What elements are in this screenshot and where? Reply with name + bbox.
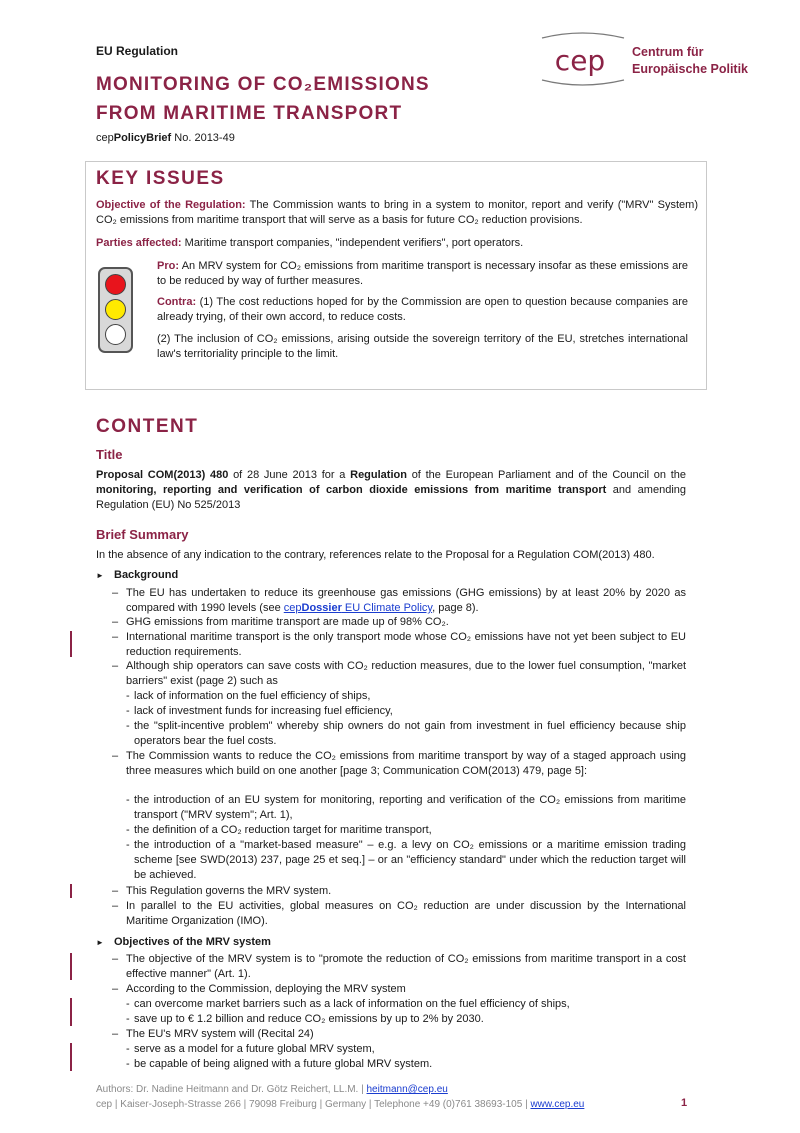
objective-label: Objective of the Regulation: [96, 199, 246, 211]
obj-item3-text: The EU's MRV system will (Recital 24) [126, 1028, 314, 1040]
obj-item3-sub1: serve as a model for a future global MRV system, [134, 1043, 375, 1055]
parties-text: Maritime transport companies, "independent verifiers", port operators. [184, 237, 524, 249]
bg-item1-text: The EU has undertaken to reduce its greenhouse gas emissions (GHG emissions) by at least 20% by 2020 as compared with 1990 levels (see [126, 587, 686, 614]
change-bar [70, 631, 72, 657]
pro-label: Pro: [157, 260, 179, 272]
logo-mark-text: cep [554, 44, 606, 77]
background-heading-text: Background [114, 569, 179, 581]
logo-text [632, 44, 748, 78]
yellow-light-icon [105, 299, 126, 320]
objective-text: The Commission wants to bring in a system to monitor, report and verify ("MRV" System) CO₂ emissions from maritime transport that will serve as a basis for future CO₂ reduction provisions. [96, 199, 698, 226]
bg-item4-sub1: lack of information on the fuel efficiency of ships, [134, 690, 371, 702]
bg-item5-sub2: the definition of a CO₂ reduction target for maritime transport, [134, 824, 432, 836]
bg-item5-text: The Commission wants to reduce the CO₂ emissions from maritime transport by way of a staged approach using three measures which build on one another [page 3; Communication COM(2013) 479, page 5]: [126, 750, 686, 777]
list-item: – The EU has undertaken to reduce its greenhouse gas emissions (GHG emissions) by at least 20% by 2020 as compared with 1990 levels (see cepDossier EU Climate Policy, page 8). [112, 587, 686, 614]
footer-address [96, 1099, 584, 1110]
sub-item: - save up to € 1.2 billion and reduce CO₂ emissions by up to 2% by 2030. [126, 1012, 686, 1027]
list-item: – International maritime transport is the only transport mode whose CO₂ emissions have not yet been subject to EU reduction requirements. [112, 631, 686, 658]
bg-item4-text: Although ship operators can save costs with CO₂ reduction measures, due to the lower fuel consumption, "market barriers" exist (page 2) such as [126, 660, 686, 687]
link-bold: Dossier [301, 602, 342, 614]
sub-item: - the "split-incentive problem" whereby ship owners do not gain from investment in fuel efficiency because ship operators bear the fuel costs. [126, 720, 686, 747]
bg-item4-sub2: lack of investment funds for increasing fuel efficiency, [134, 705, 393, 717]
obj-item2-text: According to the Commission, deploying the MRV system [126, 983, 406, 995]
sub-item: - can overcome market barriers such as a lack of information on the fuel efficiency of ships, [126, 997, 686, 1012]
category-label: EU Regulation [96, 44, 179, 58]
obj-item2-sub1: can overcome market barriers such as a lack of information on the fuel efficiency of ships, [134, 998, 570, 1010]
bg-item3-text: International maritime transport is the only transport mode whose CO₂ emissions have not yet been subject to EU reduction requirements. [126, 631, 686, 658]
arrow-bullet-icon: ► [96, 571, 104, 580]
list-item: – Although ship operators can save costs with CO₂ reduction measures, due to the lower fuel consumption, "market barriers" exist (page 2) such as [112, 660, 686, 687]
objectives-heading [96, 936, 271, 948]
contra-text-1: (1) The cost reductions hoped for by the Commission are open to question because companies are already trying, of their own accord, to reduce costs. [157, 296, 688, 323]
proposal-title [96, 468, 686, 513]
author-email-link[interactable]: heitmann@cep.eu [366, 1084, 448, 1095]
list-item: – This Regulation governs the MRV system. [112, 884, 686, 899]
bg-item4-sub3: the "split-incentive problem" whereby ship owners do not gain from investment in fuel efficiency because ship operators bear the fuel costs. [134, 720, 686, 747]
content-heading: CONTENT [96, 416, 199, 437]
parties-label: Parties affected: [96, 237, 182, 249]
traffic-light-icon [98, 267, 133, 353]
document-title [96, 70, 430, 128]
white-light-icon [105, 324, 126, 345]
bg-item2-text: GHG emissions from maritime transport are made up of 98% CO₂. [126, 616, 449, 628]
change-bar [70, 1043, 72, 1071]
list-item: – The EU's MRV system will (Recital 24) [112, 1027, 686, 1042]
bg-item5-sub3: the introduction of a "market-based measure" – e.g. a levy on CO₂ emissions or a maritime emission trading scheme [see SWD(2013) 237, page 25 et seq.] – or an "efficiency standard" under which the reduction target will be achieved. [134, 839, 686, 881]
change-bar [70, 953, 72, 980]
list-item: – The Commission wants to reduce the CO₂ emissions from maritime transport by way of a staged approach using three measures which build on one another [page 3; Communication COM(2013) 479, page 5]: [112, 750, 686, 777]
sub-item: - the introduction of an EU system for monitoring, reporting and verification of the CO₂ emissions from maritime transport ("MRV system"; Art. 1), [126, 794, 686, 821]
footer-address-text: cep | Kaiser-Joseph-Strasse 266 | 79098 Freiburg | Germany | Telephone +49 (0)761 38693-105 | [96, 1099, 531, 1110]
list-item: – The objective of the MRV system is to "promote the reduction of CO₂ emissions from maritime transport in a cost effective manner" (Art. 1). [112, 953, 686, 980]
proposal-text-1: of 28 June 2013 for a [228, 469, 351, 481]
bg-item7-text: In parallel to the EU activities, global measures on CO₂ reduction are under discussion by the International Maritime Organization (IMO). [126, 900, 686, 927]
sub-item: - lack of investment funds for increasing fuel efficiency, [126, 704, 686, 719]
obj-item1-text: The objective of the MRV system is to "promote the reduction of CO₂ emissions from maritime transport in a cost effective manner" (Art. 1). [126, 953, 686, 980]
bg-item1-end: , page 8). [432, 602, 479, 614]
sub-item: - serve as a model for a future global MRV system, [126, 1042, 686, 1057]
page-number: 1 [681, 1097, 688, 1109]
title-heading: Title [96, 447, 123, 462]
change-bar [70, 998, 72, 1026]
pro-text: An MRV system for CO₂ emissions from maritime transport is necessary insofar as these emissions are to be reduced by way of further measures. [157, 260, 689, 287]
logo-line-2: Europäische Politik [632, 62, 749, 76]
objectives-heading-text: Objectives of the MRV system [114, 936, 271, 948]
obj-item3-sub2: be capable of being aligned with a future global MRV system. [134, 1058, 433, 1070]
cep-logo-mark-icon [536, 30, 628, 90]
summary-intro: In the absence of any indication to the contrary, references relate to the Proposal for a Regulation COM(2013) 480. [96, 549, 655, 561]
climate-policy-link[interactable] [284, 602, 432, 614]
contra-paragraph [157, 295, 688, 325]
background-heading [96, 569, 178, 581]
sub-item: - the introduction of a "market-based measure" – e.g. a levy on CO₂ emissions or a maritime emission trading scheme [see SWD(2013) 237, page 25 et seq.] – or an "efficiency standard" under which the reduction target will be achieved. [126, 839, 686, 881]
website-link[interactable]: www.cep.eu [530, 1099, 585, 1110]
brief-number: No. 2013-49 [174, 132, 235, 144]
brief-prefix: cep [96, 132, 114, 144]
footer-authors [96, 1084, 448, 1095]
proposal-ref: Proposal COM(2013) 480 [96, 469, 229, 481]
pro-paragraph [157, 259, 688, 289]
proposal-bold-3: monitoring, reporting and verification of carbon dioxide emissions from maritime transport [96, 484, 607, 496]
key-issues-box [85, 161, 707, 390]
sub-item: - be capable of being aligned with a future global MRV system. [126, 1057, 686, 1072]
list-item: – According to the Commission, deploying the MRV system [112, 982, 686, 997]
brief-bold: PolicyBrief [113, 132, 172, 144]
proposal-text-3: and amending Regulation (EU) No 525/2013 [96, 484, 686, 511]
footer-authors-text: Authors: Dr. Nadine Heitmann and Dr. Götz Reichert, LL.M. | [96, 1084, 367, 1095]
contra-label: Contra: [157, 296, 197, 308]
title-line-2: FROM MARITIME TRANSPORT [96, 103, 403, 124]
change-bar [70, 884, 72, 898]
link-rest: EU Climate Policy [341, 602, 433, 614]
brief-summary-heading: Brief Summary [96, 527, 189, 542]
link-prefix: cep [283, 602, 302, 614]
obj-item2-sub2: save up to € 1.2 billion and reduce CO₂ emissions by up to 2% by 2030. [134, 1013, 484, 1025]
parties-paragraph [96, 236, 698, 251]
logo-line-1: Centrum für [632, 45, 704, 59]
cep-logo [536, 30, 776, 90]
sub-item: - lack of information on the fuel efficiency of ships, [126, 689, 686, 704]
proposal-bold-2: Regulation [350, 469, 407, 481]
list-item: – In parallel to the EU activities, global measures on CO₂ reduction are under discussion by the International Maritime Organization (IMO). [112, 900, 686, 927]
bg-item6-text: This Regulation governs the MRV system. [126, 885, 332, 897]
red-light-icon [105, 274, 126, 295]
policy-brief-number [96, 132, 235, 144]
title-line-1: MONITORING OF CO₂EMISSIONS [96, 74, 430, 95]
key-issues-heading: KEY ISSUES [96, 168, 225, 189]
arrow-bullet-icon: ► [96, 938, 104, 947]
sub-item: - the definition of a CO₂ reduction target for maritime transport, [126, 823, 686, 838]
objective-paragraph [96, 198, 698, 228]
list-item: – GHG emissions from maritime transport are made up of 98% CO₂. [112, 615, 686, 630]
proposal-text-2: of the European Parliament and of the Council on the [406, 469, 687, 481]
bg-item5-sub1: the introduction of an EU system for monitoring, reporting and verification of the CO₂ emissions from maritime transport ("MRV system"; Art. 1), [134, 794, 686, 821]
contra-paragraph-2: (2) The inclusion of CO₂ emissions, arising outside the sovereign territory of the EU, stretches international law's territoriality principle to the limit. [157, 333, 688, 360]
